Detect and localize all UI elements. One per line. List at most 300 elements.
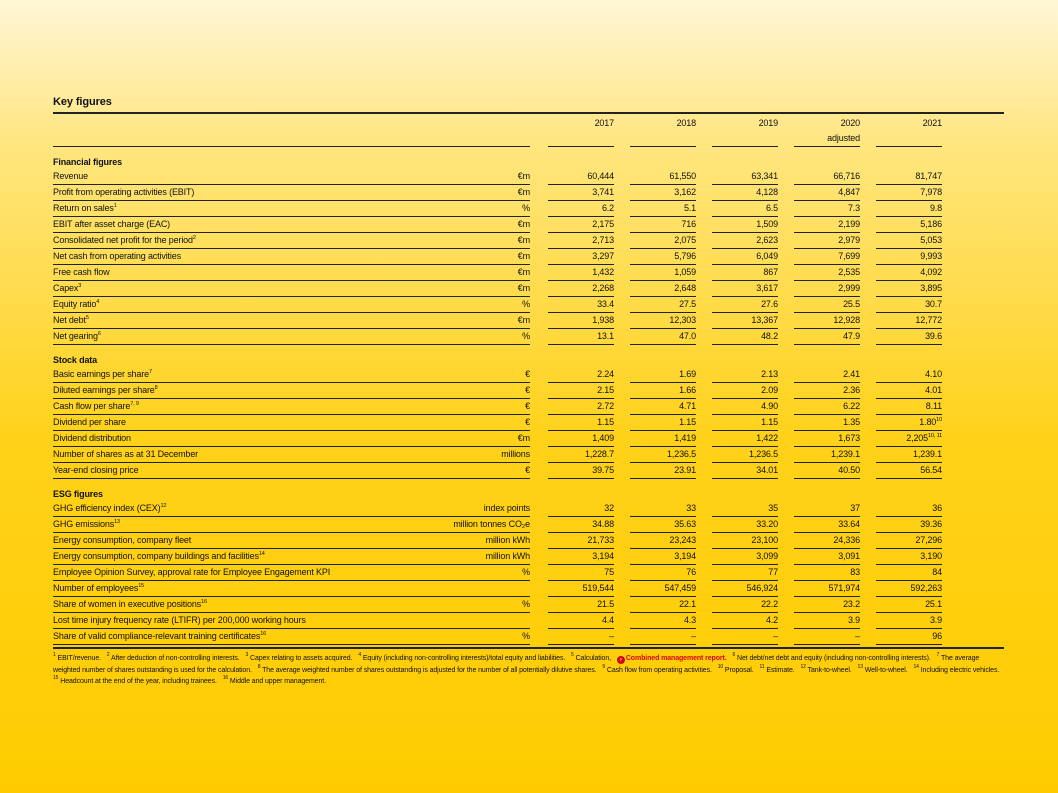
value: 75 — [604, 567, 614, 577]
value: 25.5 — [843, 299, 860, 309]
row-unit: €m — [437, 313, 530, 329]
value: 3,190 — [920, 551, 942, 561]
value: 867 — [763, 267, 778, 277]
value: 5.1 — [683, 203, 696, 213]
row-unit: €m — [437, 169, 530, 185]
row-unit: % — [437, 597, 530, 613]
value-cell — [630, 565, 696, 581]
row-label-cell — [53, 313, 437, 329]
year-sublabel: adjusted — [827, 133, 860, 143]
value: 4,847 — [838, 187, 860, 197]
value: 40.50 — [838, 465, 860, 475]
value-cell — [548, 297, 614, 313]
table-row — [53, 565, 1024, 581]
footnote-number: 4 — [358, 652, 361, 658]
row-label: Return on sales — [53, 203, 114, 213]
footnote-text: The average weighted number of shares outstanding is used for the calculation. — [53, 655, 980, 674]
row-label-footnote: 7, 9 — [130, 401, 139, 407]
row-unit: € — [437, 463, 530, 479]
footnote — [245, 652, 353, 662]
row-unit: €m — [437, 185, 530, 201]
value: 571,974 — [828, 583, 860, 593]
value-cell — [630, 501, 696, 517]
value-cell — [548, 233, 614, 249]
value-cell — [712, 265, 778, 281]
value-cell — [712, 597, 778, 613]
value-cell — [630, 169, 696, 185]
value-cell — [630, 265, 696, 281]
value-footnote: 10, 11 — [928, 433, 942, 439]
row-unit: millions — [437, 447, 530, 463]
value-cell — [548, 265, 614, 281]
value: 1,422 — [756, 433, 778, 443]
row-unit: million kWh — [437, 549, 530, 565]
value-cell — [548, 447, 614, 463]
row-label: Share of women in executive positions — [53, 599, 202, 609]
value-cell — [712, 367, 778, 383]
value: 5,186 — [920, 219, 942, 229]
value-cell — [630, 217, 696, 233]
value: 13,367 — [751, 315, 778, 325]
value: 1.66 — [679, 385, 696, 395]
value: 2.72 — [597, 401, 614, 411]
row-unit: % — [437, 329, 530, 345]
value-cell — [794, 367, 860, 383]
footnote-text: Equity (including non-controlling interests)/total equity and liabilities. — [362, 655, 566, 662]
value-cell — [548, 249, 614, 265]
value: 9.8 — [929, 203, 942, 213]
value: 36 — [932, 503, 942, 513]
value: 63,341 — [751, 171, 778, 181]
value-cell — [794, 581, 860, 597]
row-label-footnote: 15 — [138, 583, 145, 589]
footnote-number: 7 — [936, 652, 940, 658]
value-cell — [876, 629, 942, 645]
value: 2,535 — [838, 267, 860, 277]
value: 1.15 — [679, 417, 696, 427]
value-cell — [548, 431, 614, 447]
row-label-footnote: 14 — [258, 551, 265, 557]
value-cell — [712, 415, 778, 431]
footnote — [717, 663, 754, 674]
row-label-cell — [53, 383, 437, 399]
value-cell — [548, 533, 614, 549]
value-cell — [794, 549, 860, 565]
value-cell — [548, 549, 614, 565]
footnote-text: Headcount at the end of the year, including trainees. — [60, 678, 217, 685]
footnote-text: Calculation, — [575, 655, 611, 662]
footnote-text: Well-to-wheel. — [864, 666, 908, 674]
row-label-cell — [53, 581, 437, 597]
value: 8.11 — [925, 401, 942, 411]
row-label-cell — [53, 265, 437, 281]
value-cell — [876, 533, 942, 549]
row-label: Net gearing — [53, 331, 98, 341]
value: 3,194 — [674, 551, 696, 561]
value: 1.15 — [761, 417, 778, 427]
value: 9,993 — [920, 251, 942, 261]
value-footnote: 10 — [936, 417, 942, 423]
table-row — [53, 383, 1024, 399]
row-label-cell — [53, 613, 437, 629]
value: 6.22 — [843, 401, 860, 411]
table-row — [53, 169, 1024, 185]
value: 22.1 — [679, 599, 696, 609]
value-cell — [876, 383, 942, 399]
value-cell — [876, 517, 942, 533]
value: 48.2 — [761, 331, 778, 341]
value: 33.4 — [597, 299, 614, 309]
year-label: 2021 — [922, 118, 942, 128]
value-cell — [794, 533, 860, 549]
value: 519,544 — [582, 583, 614, 593]
value: 2,175 — [592, 219, 614, 229]
value: 21.5 — [597, 599, 614, 609]
value-cell — [548, 581, 614, 597]
value-cell — [794, 399, 860, 415]
footnote-text: Combined management report. — [625, 655, 727, 662]
row-label: Dividend per share — [53, 417, 126, 427]
value-cell — [630, 597, 696, 613]
row-unit: €m — [437, 265, 530, 281]
row-label-footnote: 16 — [260, 631, 267, 637]
value: – — [773, 631, 778, 641]
row-unit: € — [437, 367, 530, 383]
footnote-number: 13 — [857, 663, 863, 670]
value-cell — [630, 297, 696, 313]
value: 1,432 — [592, 267, 614, 277]
value-cell — [630, 399, 696, 415]
row-label: Lost time injury frequency rate (LTIFR) per 200,000 working hours — [53, 615, 306, 625]
value: 27.5 — [679, 299, 696, 309]
row-label-cell — [53, 629, 437, 645]
footnote-number: 11 — [759, 663, 765, 670]
value-cell — [712, 169, 778, 185]
row-label: Profit from operating activities (EBIT) — [53, 187, 195, 197]
value: – — [691, 631, 696, 641]
value-cell — [794, 185, 860, 201]
value-cell — [630, 383, 696, 399]
value-cell — [876, 217, 942, 233]
footnote-number: 9 — [602, 663, 606, 670]
value-cell — [712, 581, 778, 597]
row-label-cell — [53, 549, 437, 565]
footnote-text: EBIT/revenue. — [57, 655, 101, 662]
combined-management-report-link[interactable] — [617, 655, 727, 662]
row-label-cell — [53, 463, 437, 479]
row-unit: €m — [437, 249, 530, 265]
table-row — [53, 463, 1024, 479]
value: 6,049 — [756, 251, 778, 261]
value-cell — [712, 463, 778, 479]
value-cell — [630, 517, 696, 533]
value-cell — [548, 281, 614, 297]
value-cell — [876, 185, 942, 201]
value-cell — [630, 313, 696, 329]
value: 37 — [850, 503, 860, 513]
value: 2,199 — [838, 219, 860, 229]
value: 4.10 — [925, 369, 942, 379]
value: 2,999 — [838, 283, 860, 293]
value-cell — [794, 201, 860, 217]
value: 76 — [686, 567, 696, 577]
value-cell — [548, 399, 614, 415]
row-unit: million tonnes CO₂e — [437, 517, 530, 533]
value: 546,924 — [746, 583, 778, 593]
row-label-cell — [53, 329, 437, 345]
row-label-footnote: 12 — [160, 503, 167, 509]
table-row — [53, 233, 1024, 249]
value-cell — [876, 313, 942, 329]
value: 2,623 — [756, 235, 778, 245]
footnote-text: After deduction of non-controlling interests. — [111, 655, 240, 662]
page-title: Key figures — [53, 96, 112, 108]
footnote-text: Net debt/net debt and equity (including non-controlling interests). — [737, 655, 931, 662]
value: 4.4 — [601, 615, 614, 625]
value: 1,059 — [674, 267, 696, 277]
value: 81,747 — [915, 171, 942, 181]
value: 61,550 — [669, 171, 696, 181]
value: 2,648 — [674, 283, 696, 293]
row-label-cell — [53, 201, 437, 217]
value-cell — [712, 549, 778, 565]
value-cell — [876, 399, 942, 415]
value-cell — [548, 383, 614, 399]
value-cell — [876, 581, 942, 597]
row-label: Year-end closing price — [53, 465, 139, 475]
row-label-cell — [53, 169, 437, 185]
value: 3.9 — [847, 615, 860, 625]
row-label-cell — [53, 431, 437, 447]
value: 21,733 — [587, 535, 614, 545]
section-heading-row — [53, 147, 1024, 170]
value: 3,162 — [674, 187, 696, 197]
value-cell — [712, 233, 778, 249]
value: 1,419 — [674, 433, 696, 443]
year-header — [794, 116, 860, 147]
row-label-cell — [53, 185, 437, 201]
footnote-text: Estimate. — [766, 666, 795, 674]
value-cell — [794, 415, 860, 431]
value-cell — [630, 447, 696, 463]
value-cell — [876, 233, 942, 249]
row-label-cell — [53, 249, 437, 265]
table-row — [53, 581, 1024, 597]
value: 1,938 — [592, 315, 614, 325]
value-cell — [548, 501, 614, 517]
year-header — [712, 116, 778, 147]
value-cell — [630, 249, 696, 265]
value-cell — [794, 313, 860, 329]
section-title: Stock data — [53, 355, 98, 365]
value-cell — [630, 613, 696, 629]
value: 4.90 — [761, 401, 778, 411]
footnote — [913, 663, 1000, 674]
row-label: Capex — [53, 283, 79, 293]
year-header — [548, 116, 614, 147]
value: 83 — [850, 567, 860, 577]
value-cell — [876, 501, 942, 517]
row-label-cell — [53, 597, 437, 613]
row-unit: €m — [437, 431, 530, 447]
footnote-text: Capex relating to assets acquired. — [250, 655, 353, 662]
value: 3,099 — [756, 551, 778, 561]
value: 39.75 — [592, 465, 614, 475]
row-unit: % — [437, 297, 530, 313]
footnote-number: 16 — [222, 675, 229, 681]
value: 84 — [932, 567, 942, 577]
value-cell — [712, 329, 778, 345]
value-cell — [876, 297, 942, 313]
row-label: Number of shares as at 31 December — [53, 449, 198, 459]
value: 27.6 — [761, 299, 778, 309]
footnote — [257, 663, 597, 674]
value-cell — [548, 613, 614, 629]
title-rule — [53, 112, 1004, 114]
row-label: Energy consumption, company fleet — [53, 535, 192, 545]
value: 7.3 — [847, 203, 860, 213]
value: 2,713 — [592, 235, 614, 245]
value: 3,194 — [592, 551, 614, 561]
value-cell — [712, 501, 778, 517]
footnote-rule — [53, 647, 1004, 649]
value-cell — [794, 565, 860, 581]
value: 2.15 — [597, 385, 614, 395]
footnote — [53, 675, 217, 685]
footnote-text: The average weighted number of shares outstanding is adjusted for the number of all potentially dilutive shares. — [262, 666, 597, 674]
value-cell — [548, 329, 614, 345]
row-label-cell — [53, 517, 437, 533]
value-cell — [712, 297, 778, 313]
value: 6.5 — [765, 203, 778, 213]
value: 23,243 — [669, 535, 696, 545]
row-label: Consolidated net profit for the period — [53, 235, 193, 245]
section-title: ESG figures — [53, 489, 103, 499]
footnote-number: 14 — [913, 663, 919, 670]
section-heading-row — [53, 345, 1024, 368]
value: 3,741 — [592, 187, 614, 197]
value-cell — [548, 217, 614, 233]
arrow-right-circle-icon: › — [617, 656, 625, 664]
value-cell — [630, 233, 696, 249]
footnote-number: 3 — [245, 652, 249, 658]
value-cell — [712, 313, 778, 329]
value-cell — [794, 249, 860, 265]
value-cell — [794, 281, 860, 297]
table-row — [53, 629, 1024, 645]
footnote — [53, 652, 101, 662]
value-cell — [794, 297, 860, 313]
row-label: Revenue — [53, 171, 88, 181]
value-cell — [630, 549, 696, 565]
value: 25.1 — [925, 599, 942, 609]
footnote-number: 1 — [53, 652, 56, 658]
row-label-cell — [53, 217, 437, 233]
value: 1,239.1 — [831, 449, 860, 459]
value: 33.64 — [838, 519, 860, 529]
footnote-text: Cash flow from operating activities. — [606, 666, 712, 674]
table-row — [53, 265, 1024, 281]
value-cell — [876, 597, 942, 613]
table-row — [53, 447, 1024, 463]
footnote — [358, 652, 566, 662]
table-row — [53, 415, 1024, 431]
value-cell — [712, 217, 778, 233]
row-label-cell — [53, 533, 437, 549]
footnote — [800, 663, 852, 674]
value-cell — [630, 367, 696, 383]
value: 23.2 — [843, 599, 860, 609]
value-cell — [548, 517, 614, 533]
value-cell — [712, 629, 778, 645]
row-label-footnote: 13 — [114, 519, 120, 525]
table-row — [53, 431, 1024, 447]
value-cell — [794, 383, 860, 399]
value: 1.80 — [919, 417, 937, 427]
value-cell — [630, 629, 696, 645]
value-cell — [712, 613, 778, 629]
value-cell — [794, 431, 860, 447]
value: 1,236.5 — [749, 449, 778, 459]
row-label-footnote: 2 — [192, 235, 196, 241]
value: 2.36 — [843, 385, 860, 395]
value-cell — [548, 629, 614, 645]
year-header — [630, 116, 696, 147]
value: 12,772 — [915, 315, 942, 325]
value-cell — [548, 415, 614, 431]
row-label-footnote: 4 — [96, 299, 100, 305]
value: 24,336 — [833, 535, 860, 545]
value: 33 — [686, 503, 696, 513]
table-row — [53, 501, 1024, 517]
footnote-text: Middle and upper management. — [229, 678, 326, 685]
row-label: Basic earnings per share — [53, 369, 149, 379]
value-cell — [630, 581, 696, 597]
value: – — [855, 631, 860, 641]
row-label: Net debt — [53, 315, 86, 325]
value: 39.36 — [920, 519, 942, 529]
value: 27,296 — [915, 535, 942, 545]
row-label-cell — [53, 501, 437, 517]
value-cell — [876, 265, 942, 281]
footnotes — [53, 653, 1004, 688]
year-header-row — [53, 116, 1024, 147]
year-header — [876, 116, 942, 147]
value-cell — [876, 549, 942, 565]
value-cell — [630, 281, 696, 297]
row-unit: € — [437, 399, 530, 415]
value: 3.9 — [929, 615, 942, 625]
value: 1,236.5 — [667, 449, 696, 459]
value: 6.2 — [601, 203, 614, 213]
value: 12,303 — [669, 315, 696, 325]
footnote-number: 12 — [800, 663, 806, 670]
value: 2.41 — [843, 369, 860, 379]
value-cell — [548, 185, 614, 201]
section-heading-row — [53, 479, 1024, 502]
footnote — [759, 663, 795, 674]
value: – — [609, 631, 614, 641]
value-cell — [876, 281, 942, 297]
value-cell — [630, 463, 696, 479]
row-label: Diluted earnings per share — [53, 385, 155, 395]
table-row — [53, 613, 1024, 629]
footnote — [106, 652, 240, 662]
value-cell — [712, 201, 778, 217]
value-cell — [630, 185, 696, 201]
row-unit: % — [437, 629, 530, 645]
value-cell — [548, 367, 614, 383]
